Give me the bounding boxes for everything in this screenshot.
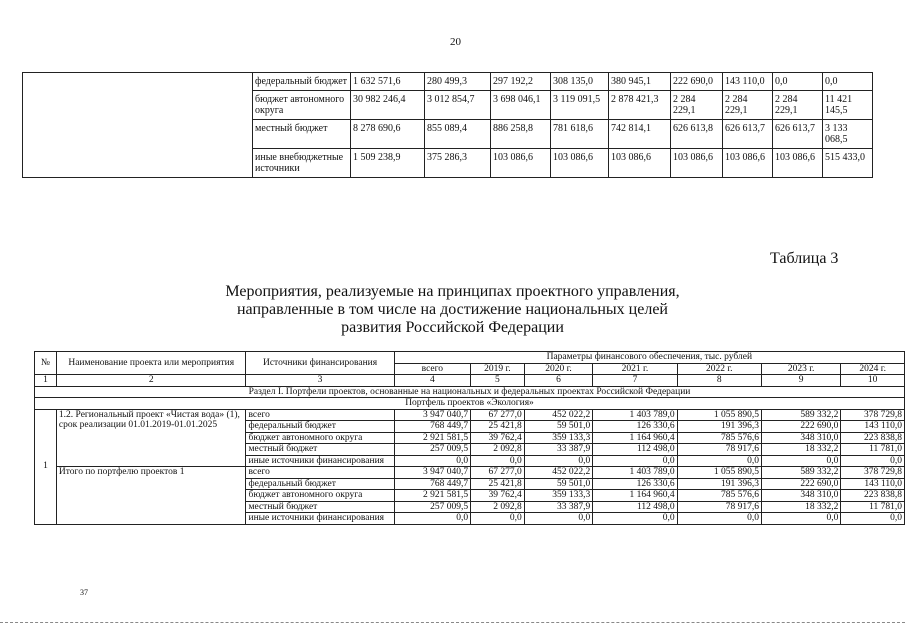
header-col: 2023 г.: [761, 363, 840, 375]
source-cell: местный бюджет: [246, 444, 394, 456]
portfolio-label: Портфель проектов «Экология»: [35, 398, 905, 410]
top-table-row: [23, 73, 873, 91]
value-cell: 191 396,3: [677, 478, 761, 490]
column-number: 10: [841, 375, 905, 387]
page-number: 20: [450, 36, 461, 48]
value-cell: 626 613,7: [773, 120, 823, 149]
value-cell: 2 284 229,1: [773, 91, 823, 120]
value-cell: 3 133 068,5: [823, 120, 873, 149]
value-cell: 375 286,3: [425, 149, 491, 178]
value-cell: 103 086,6: [609, 149, 671, 178]
value-cell: 1 055 890,5: [677, 409, 761, 421]
value-cell: 143 110,0: [841, 421, 905, 433]
value-cell: 67 277,0: [471, 467, 525, 479]
value-cell: 0,0: [524, 455, 593, 467]
column-number: 4: [394, 375, 470, 387]
value-cell: 378 729,8: [841, 409, 905, 421]
header-col: 2021 г.: [593, 363, 677, 375]
column-number: 2: [56, 375, 246, 387]
value-cell: 103 086,6: [671, 149, 723, 178]
section-row: [35, 386, 905, 398]
value-cell: 0,0: [394, 513, 470, 525]
empty-left-cell: [23, 73, 253, 178]
value-cell: 626 613,8: [671, 120, 723, 149]
value-cell: 0,0: [593, 455, 677, 467]
value-cell: 785 576,6: [677, 432, 761, 444]
header-params: Параметры финансового обеспечения, тыс. рублей: [394, 352, 904, 364]
header-num: №: [35, 352, 57, 375]
header-col: всего: [394, 363, 470, 375]
value-cell: 11 781,0: [841, 501, 905, 513]
value-cell: 25 421,8: [471, 421, 525, 433]
value-cell: 2 284 229,1: [723, 91, 773, 120]
table-label: Таблица 3: [770, 250, 839, 267]
header-col: 2020 г.: [524, 363, 593, 375]
value-cell: 0,0: [677, 455, 761, 467]
header-col: 2019 г.: [471, 363, 525, 375]
value-cell: 112 498,0: [593, 444, 677, 456]
section-label: Раздел I. Портфели проектов, основанные на национальных и федеральных проектах Российской Федерации: [35, 386, 905, 398]
value-cell: 126 330,6: [593, 478, 677, 490]
value-cell: 78 917,6: [677, 444, 761, 456]
column-number: 5: [471, 375, 525, 387]
value-cell: 223 838,8: [841, 432, 905, 444]
value-cell: 308 135,0: [551, 73, 609, 91]
value-cell: 0,0: [823, 73, 873, 91]
source-cell: бюджет автономного округа: [246, 490, 394, 502]
column-number: 3: [246, 375, 394, 387]
value-cell: 103 086,6: [723, 149, 773, 178]
value-cell: 25 421,8: [471, 478, 525, 490]
value-cell: 0,0: [841, 455, 905, 467]
project-name: 1.2. Региональный проект «Чистая вода» (1), срок реализации 01.01.2019-01.01.2025: [56, 409, 246, 467]
header-numbers-row: [35, 375, 905, 387]
value-cell: 2 921 581,5: [394, 490, 470, 502]
value-cell: 3 119 091,5: [551, 91, 609, 120]
table-row: [35, 409, 905, 421]
value-cell: 8 278 690,6: [351, 120, 425, 149]
column-number: 8: [677, 375, 761, 387]
value-cell: 78 917,6: [677, 501, 761, 513]
value-cell: 452 022,2: [524, 467, 593, 479]
value-cell: 348 310,0: [761, 490, 840, 502]
value-cell: 0,0: [773, 73, 823, 91]
value-cell: 768 449,7: [394, 478, 470, 490]
value-cell: 1 164 960,4: [593, 490, 677, 502]
value-cell: 103 086,6: [491, 149, 551, 178]
value-cell: 126 330,6: [593, 421, 677, 433]
value-cell: 359 133,3: [524, 490, 593, 502]
column-number: 1: [35, 375, 57, 387]
value-cell: 0,0: [524, 513, 593, 525]
source-cell: местный бюджет: [246, 501, 394, 513]
value-cell: 359 133,3: [524, 432, 593, 444]
source-cell: иные внебюджетные источники: [253, 149, 351, 178]
value-cell: 2 921 581,5: [394, 432, 470, 444]
value-cell: 1 509 238,9: [351, 149, 425, 178]
value-cell: 257 009,5: [394, 501, 470, 513]
value-cell: 3 947 040,7: [394, 409, 470, 421]
value-cell: 143 110,0: [841, 478, 905, 490]
value-cell: 222 690,0: [671, 73, 723, 91]
top-financing-table: [22, 72, 873, 178]
value-cell: 18 332,2: [761, 501, 840, 513]
value-cell: 855 089,4: [425, 120, 491, 149]
value-cell: 18 332,2: [761, 444, 840, 456]
source-cell: всего: [246, 467, 394, 479]
value-cell: 59 501,0: [524, 478, 593, 490]
value-cell: 257 009,5: [394, 444, 470, 456]
footnote-mark: 37: [80, 588, 88, 597]
value-cell: 0,0: [471, 513, 525, 525]
value-cell: 103 086,6: [773, 149, 823, 178]
value-cell: 222 690,0: [761, 421, 840, 433]
row-number: 1: [35, 409, 57, 524]
value-cell: 589 332,2: [761, 467, 840, 479]
value-cell: 380 945,1: [609, 73, 671, 91]
value-cell: 3 698 046,1: [491, 91, 551, 120]
value-cell: 59 501,0: [524, 421, 593, 433]
value-cell: 103 086,6: [551, 149, 609, 178]
project-name: Итого по портфелю проектов 1: [56, 467, 246, 525]
projects-table: [34, 351, 905, 525]
source-cell: федеральный бюджет: [253, 73, 351, 91]
scan-edge-line: [0, 622, 905, 623]
value-cell: 39 762,4: [471, 432, 525, 444]
value-cell: 0,0: [841, 513, 905, 525]
source-cell: местный бюджет: [253, 120, 351, 149]
value-cell: 2 092,8: [471, 444, 525, 456]
value-cell: 781 618,6: [551, 120, 609, 149]
portfolio-row: [35, 398, 905, 410]
value-cell: 1 403 789,0: [593, 467, 677, 479]
value-cell: 626 613,7: [723, 120, 773, 149]
source-cell: иные источники финансирования: [246, 455, 394, 467]
value-cell: 378 729,8: [841, 467, 905, 479]
value-cell: 0,0: [761, 455, 840, 467]
value-cell: 348 310,0: [761, 432, 840, 444]
value-cell: 2 284 229,1: [671, 91, 723, 120]
header-col: 2024 г.: [841, 363, 905, 375]
value-cell: 515 433,0: [823, 149, 873, 178]
source-cell: федеральный бюджет: [246, 478, 394, 490]
value-cell: 11 421 145,5: [823, 91, 873, 120]
value-cell: 143 110,0: [723, 73, 773, 91]
column-number: 9: [761, 375, 840, 387]
value-cell: 3 947 040,7: [394, 467, 470, 479]
title-line-1: Мероприятия, реализуемые на принципах проектного управления,: [225, 283, 680, 300]
value-cell: 886 258,8: [491, 120, 551, 149]
value-cell: 297 192,2: [491, 73, 551, 91]
header-sources: Источники финансирования: [246, 352, 394, 375]
value-cell: 742 814,1: [609, 120, 671, 149]
value-cell: 1 403 789,0: [593, 409, 677, 421]
value-cell: 67 277,0: [471, 409, 525, 421]
value-cell: 39 762,4: [471, 490, 525, 502]
value-cell: 33 387,9: [524, 444, 593, 456]
value-cell: 1 055 890,5: [677, 467, 761, 479]
value-cell: 0,0: [593, 513, 677, 525]
table-row: [35, 467, 905, 479]
header-col: 2022 г.: [677, 363, 761, 375]
header-row: [35, 352, 905, 364]
value-cell: 768 449,7: [394, 421, 470, 433]
value-cell: 0,0: [761, 513, 840, 525]
source-cell: всего: [246, 409, 394, 421]
value-cell: 2 878 421,3: [609, 91, 671, 120]
value-cell: 785 576,6: [677, 490, 761, 502]
title-line-2: направленные в том числе на достижение национальных целей: [236, 301, 668, 318]
value-cell: 2 092,8: [471, 501, 525, 513]
column-number: 7: [593, 375, 677, 387]
title-line-3: развития Российской Федерации: [341, 319, 564, 336]
value-cell: 11 781,0: [841, 444, 905, 456]
value-cell: 33 387,9: [524, 501, 593, 513]
source-cell: иные источники финансирования: [246, 513, 394, 525]
value-cell: 222 690,0: [761, 478, 840, 490]
value-cell: 280 499,3: [425, 73, 491, 91]
source-cell: бюджет автономного округа: [253, 91, 351, 120]
source-cell: федеральный бюджет: [246, 421, 394, 433]
value-cell: 0,0: [677, 513, 761, 525]
value-cell: 30 982 246,4: [351, 91, 425, 120]
value-cell: 112 498,0: [593, 501, 677, 513]
value-cell: 1 164 960,4: [593, 432, 677, 444]
source-cell: бюджет автономного округа: [246, 432, 394, 444]
header-name: Наименование проекта или мероприятия: [56, 352, 246, 375]
value-cell: 0,0: [471, 455, 525, 467]
value-cell: 3 012 854,7: [425, 91, 491, 120]
value-cell: 0,0: [394, 455, 470, 467]
value-cell: 589 332,2: [761, 409, 840, 421]
value-cell: 191 396,3: [677, 421, 761, 433]
column-number: 6: [524, 375, 593, 387]
value-cell: 1 632 571,6: [351, 73, 425, 91]
value-cell: 223 838,8: [841, 490, 905, 502]
value-cell: 452 022,2: [524, 409, 593, 421]
